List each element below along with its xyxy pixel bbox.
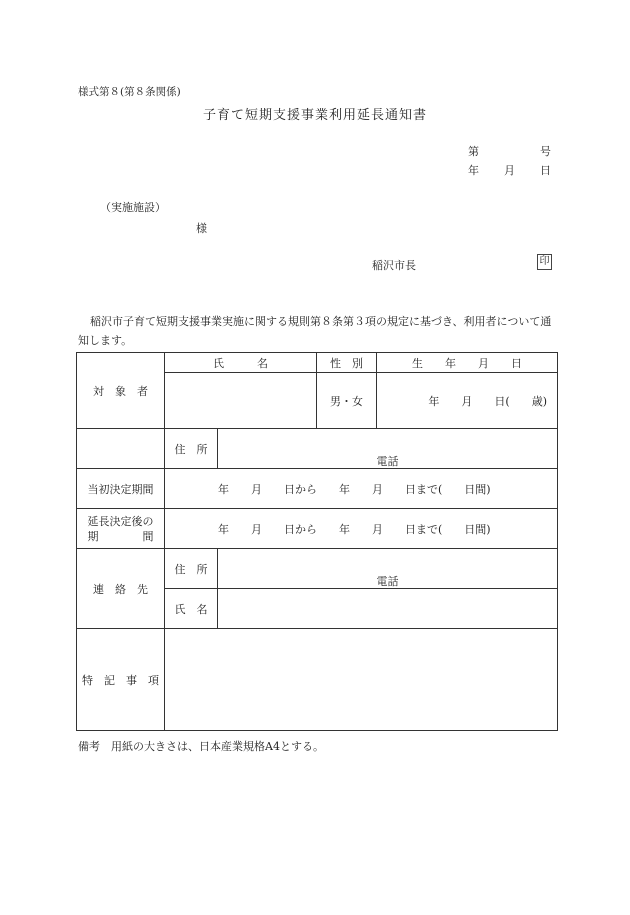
facility-label: （実施施設） — [100, 201, 166, 214]
initial-period-value[interactable]: 年 月 日から 年 月 日まで( 日間) — [165, 469, 558, 509]
document-title: 子育て短期支援事業利用延長通知書 — [202, 108, 427, 123]
date-month: 月 — [504, 164, 515, 177]
document-number — [466, 143, 550, 177]
form-label: 様式第８(第８条関係) — [78, 86, 181, 98]
address-label: 住 所 — [165, 429, 218, 469]
contact-name-value[interactable] — [218, 589, 558, 629]
birth-value[interactable]: 年 月 日( 歳) — [377, 373, 558, 429]
contact-label: 連 絡 先 — [77, 549, 165, 629]
phone-label: 電話 — [376, 455, 399, 468]
date-year: 年 — [468, 164, 479, 177]
target-label-cell — [77, 353, 165, 429]
extended-period-label-cell — [77, 509, 165, 549]
head-birth: 生 年 月 日 — [377, 353, 558, 373]
head-name: 氏 名 — [165, 353, 317, 373]
contact-phone-label: 電話 — [376, 575, 399, 588]
address-value-cell[interactable] — [218, 429, 558, 469]
mayor-title: 稲沢市長 — [372, 259, 416, 272]
contact-name-label: 氏 名 — [165, 589, 218, 629]
doc-no-dai: 第 — [468, 145, 479, 158]
remarks-label: 特 記 事 項 — [77, 629, 165, 731]
target-label-continued — [77, 429, 165, 469]
doc-no-go: 号 — [540, 145, 551, 158]
target-label: 対 象 者 — [93, 384, 148, 398]
initial-period-label: 当初決定期間 — [77, 469, 165, 509]
extended-label-line1: 延長決定後の — [87, 514, 154, 528]
footnote: 備考 用紙の大きさは、日本産業規格A4とする。 — [78, 740, 324, 753]
remarks-value[interactable] — [165, 629, 558, 731]
name-value-cell[interactable] — [165, 373, 317, 429]
contact-address-value[interactable] — [218, 549, 558, 589]
head-sex: 性 別 — [317, 353, 377, 373]
extended-label-line2: 期 間 — [87, 529, 154, 543]
notification-table — [76, 352, 558, 731]
body-text: 稲沢市子育て短期支援事業実施に関する規則第８条第３項の規定に基づき、利用者について通知します。 — [78, 315, 552, 347]
contact-address-label: 住 所 — [165, 549, 218, 589]
honorific-sama: 様 — [196, 222, 207, 235]
seal-stamp: 印 — [537, 254, 552, 270]
extended-period-value[interactable]: 年 月 日から 年 月 日まで( 日間) — [165, 509, 558, 549]
sex-value[interactable]: 男・女 — [317, 373, 377, 429]
date-day: 日 — [540, 164, 551, 177]
